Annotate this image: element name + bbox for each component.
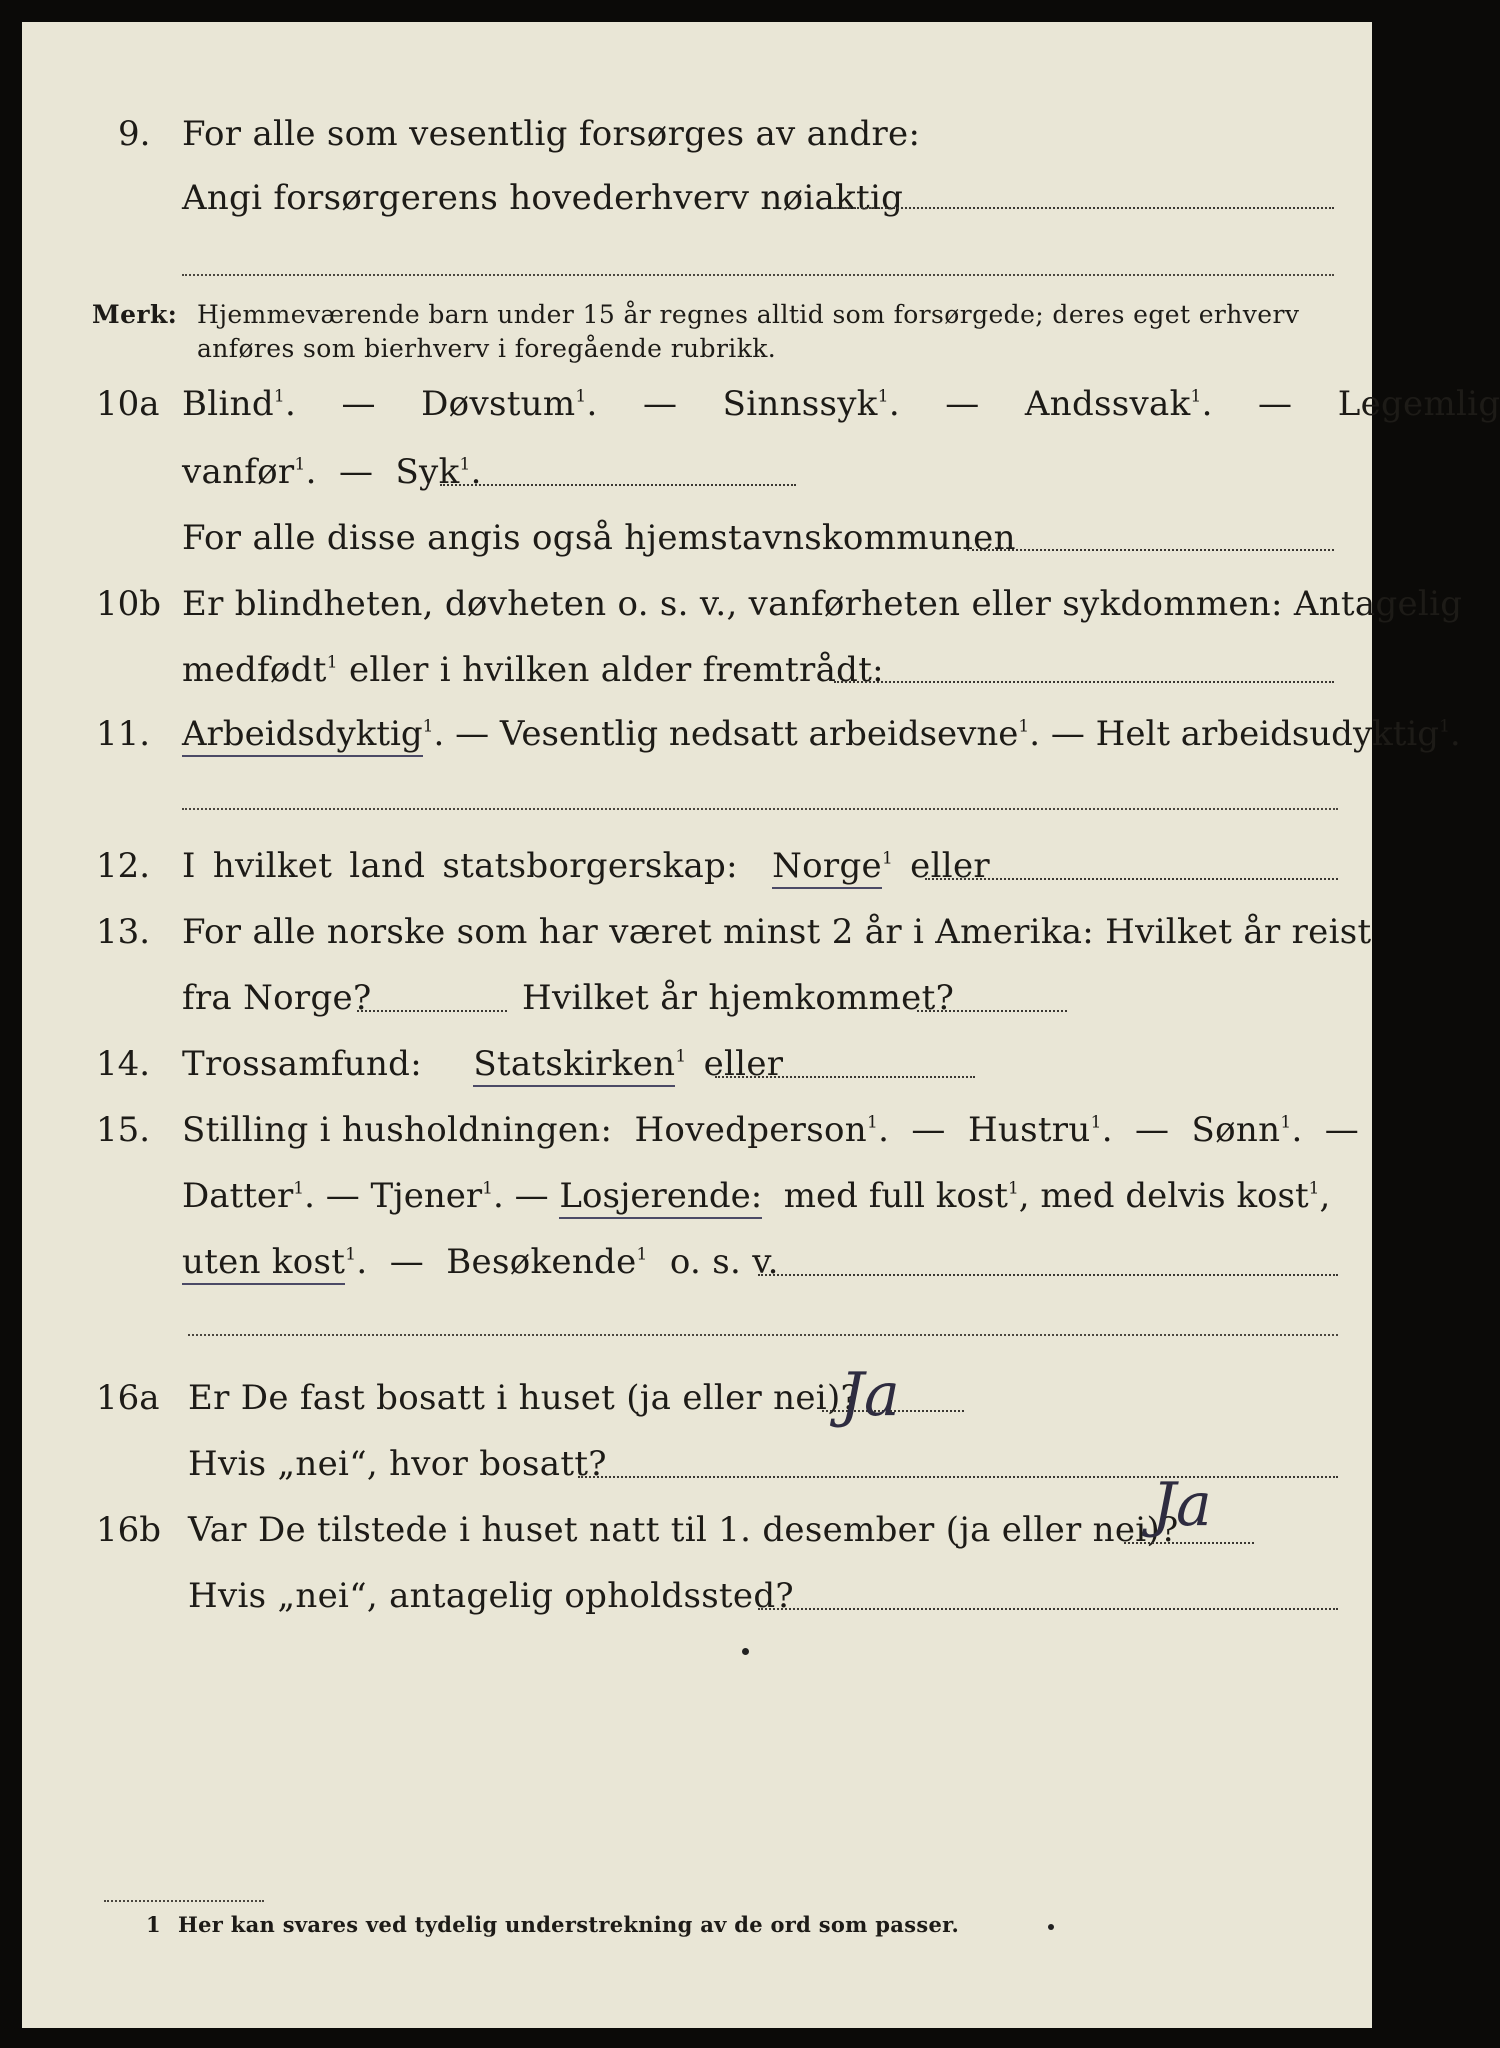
- opt-besokende[interactable]: Besøkende: [446, 1242, 637, 1282]
- opt-statskirken[interactable]: Statskirken: [473, 1044, 675, 1087]
- q11-line: Arbeidsdyktig$^1$. — Vesentlig nedsatt arbeidsevne$^1$. — Helt arbeidsudyktig$^1$.: [182, 714, 1461, 754]
- q13-reist-line[interactable]: [357, 1010, 507, 1012]
- opt-andssvak[interactable]: Andssvak: [1024, 384, 1191, 424]
- q10b-line1: Er blindheten, døvheten o. s. v., vanførheten eller sykdommen: Antagelig: [182, 584, 1463, 624]
- opt-vesentlig-nedsatt[interactable]: Vesentlig nedsatt arbeidsevne: [499, 714, 1019, 754]
- opt-blind[interactable]: Blind: [182, 384, 274, 424]
- opt-med-delvis-kost[interactable]: med delvis kost: [1040, 1176, 1309, 1216]
- opt-hustru[interactable]: Hustru: [967, 1110, 1091, 1150]
- q12-line: I hvilket land statsborgerskap: Norge$^1$ eller: [182, 846, 990, 886]
- q9-answer-line[interactable]: [834, 207, 1334, 209]
- census-form-page: [22, 22, 1500, 2028]
- q10a-syk-line[interactable]: [440, 484, 796, 486]
- opt-tjener[interactable]: Tjener: [370, 1176, 483, 1216]
- opt-med-full-kost[interactable]: med full kost: [783, 1176, 1008, 1216]
- merk-line2: anføres som bierhverv i foregående rubrikk.: [197, 334, 777, 363]
- opt-helt-arbeidsudyktig[interactable]: Helt arbeidsudyktig: [1095, 714, 1440, 754]
- opt-hovedperson[interactable]: Hovedperson: [634, 1110, 867, 1150]
- q14-answer-line[interactable]: [715, 1076, 975, 1078]
- q15-line1: Stilling i husholdningen: Hovedperson$^1$. — Hustru$^1$. — Sønn$^1$. —: [182, 1110, 1360, 1150]
- ink-dot-2: [1048, 1924, 1054, 1930]
- q16a-handwritten-answer[interactable]: Ja: [840, 1360, 900, 1430]
- q10a-line2: vanfør$^1$. — Syk$^1$.: [182, 452, 482, 492]
- q10a-line3: For alle disse angis også hjemstavnskommunen: [182, 518, 1016, 558]
- q11-number: 11.: [96, 714, 151, 754]
- footnote-mark: 1: [146, 1912, 161, 1937]
- q16b-handwritten-answer[interactable]: Ja: [1152, 1470, 1212, 1540]
- q15-answer-line[interactable]: [758, 1274, 1338, 1276]
- merk-label: Merk:: [92, 300, 178, 329]
- opt-arbeidsdyktig[interactable]: Arbeidsdyktig: [182, 714, 423, 757]
- opt-syk[interactable]: Syk: [395, 452, 460, 492]
- q16b-line2: Hvis „nei“, antagelig opholdssted?: [188, 1576, 794, 1616]
- q13-hjemkommet-line[interactable]: [917, 1010, 1067, 1012]
- q10a-line1: Blind$^1$. — Døvstum$^1$. — Sinnssyk$^1$. — Andssvak$^1$. — Legemlig: [182, 384, 1500, 424]
- q14-line: Trossamfund: Statskirken$^1$ eller: [182, 1044, 783, 1084]
- q15-number: 15.: [96, 1110, 151, 1150]
- footnote-text: Her kan svares ved tydelig understrekning av de ord som passer.: [178, 1912, 960, 1937]
- q12-number: 12.: [96, 846, 151, 886]
- q13-line2a: fra Norge?: [182, 978, 372, 1018]
- merk-line1: Hjemmeværende barn under 15 år regnes alltid som forsørgede; deres eget erhverv: [197, 300, 1300, 329]
- opt-losjerende[interactable]: Losjerende:: [559, 1176, 762, 1219]
- opt-sinnssyk[interactable]: Sinnssyk: [722, 384, 878, 424]
- q12-answer-line[interactable]: [925, 878, 1338, 880]
- q9-answer-line-2[interactable]: [182, 274, 1334, 276]
- footnote-rule: [104, 1900, 264, 1902]
- q16b-opholdssted-line[interactable]: [758, 1608, 1338, 1610]
- opt-uten-kost[interactable]: uten kost: [182, 1242, 345, 1285]
- q10b-answer-line[interactable]: [834, 681, 1334, 683]
- opt-datter[interactable]: Datter: [182, 1176, 294, 1216]
- q16b-number: 16b: [96, 1510, 162, 1550]
- q10b-line2: medfødt$^1$ eller i hvilken alder fremtrådt:: [182, 650, 884, 690]
- ink-dot: [742, 1648, 749, 1655]
- opt-norge[interactable]: Norge: [772, 846, 882, 889]
- q13-line1: For alle norske som har været minst 2 år i Amerika: Hvilket år reist: [182, 912, 1372, 952]
- q11-separator: [182, 808, 1338, 810]
- q16a-number: 16a: [96, 1378, 160, 1418]
- q9-line1: For alle som vesentlig forsørges av andre:: [182, 114, 921, 154]
- q16a-line2: Hvis „nei“, hvor bosatt?: [188, 1444, 607, 1484]
- q16a-line1: Er De fast bosatt i huset (ja eller nei)?: [188, 1378, 860, 1418]
- q10a-number: 10a: [96, 384, 160, 424]
- q9-line2: Angi forsørgerens hovederhverv nøiaktig: [182, 178, 904, 218]
- q10b-number: 10b: [96, 584, 162, 624]
- q15-line2: Datter$^1$. — Tjener$^1$. — Losjerende: med full kost$^1$, med delvis kost$^1$,: [182, 1176, 1330, 1216]
- q16b-line1: Var De tilstede i huset natt til 1. desember (ja eller nei)?: [188, 1510, 1179, 1550]
- q16b-answer-line[interactable]: [1124, 1542, 1254, 1544]
- opt-vanfor[interactable]: vanfør: [182, 452, 295, 492]
- q13-line2b: Hvilket år hjemkommet?: [522, 978, 955, 1018]
- q16a-bosatt-line[interactable]: [578, 1476, 1338, 1478]
- opt-legemlig[interactable]: Legemlig: [1337, 384, 1500, 424]
- q13-number: 13.: [96, 912, 151, 952]
- q15-line3: uten kost$^1$. — Besøkende$^1$ o. s. v.: [182, 1242, 779, 1282]
- opt-sonn[interactable]: Sønn: [1191, 1110, 1281, 1150]
- q15-separator: [188, 1334, 1338, 1336]
- q14-number: 14.: [96, 1044, 151, 1084]
- q10a-hjemstavn-line[interactable]: [967, 549, 1334, 551]
- q9-number: 9.: [118, 114, 151, 154]
- opt-dovstum[interactable]: Døvstum: [421, 384, 576, 424]
